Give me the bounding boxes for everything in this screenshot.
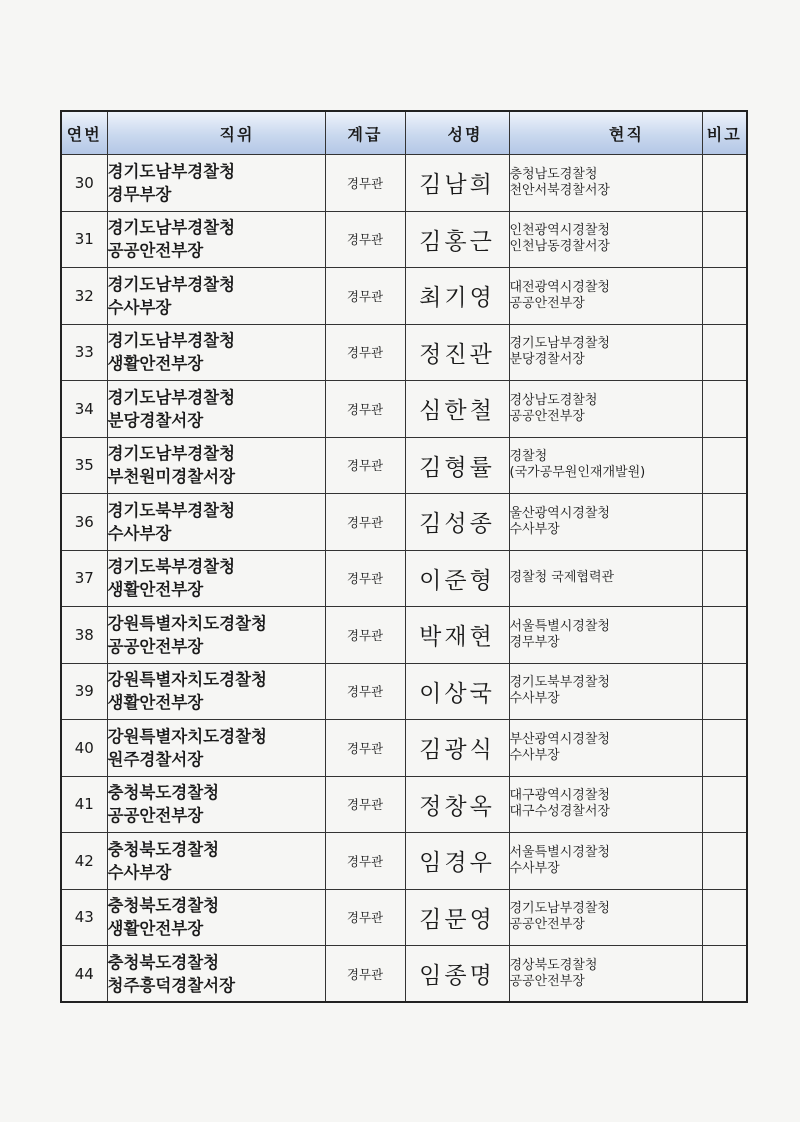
cell-position-line2: 부천원미경찰서장 bbox=[107, 467, 236, 487]
cell-position-line2: 생활안전부장 bbox=[107, 693, 204, 713]
cell-rank: 경무관 bbox=[325, 946, 405, 1003]
cell-position-line1: 충청북도경찰청 bbox=[107, 839, 220, 859]
cell-current-line2: 수사부장 bbox=[509, 860, 560, 876]
cell-position-line2: 분당경찰서장 bbox=[107, 410, 204, 430]
cell-name: 최기영 bbox=[405, 268, 509, 325]
cell-no: 39 bbox=[61, 663, 107, 720]
cell-name: 정진관 bbox=[405, 324, 509, 381]
cell-position-line1: 강원특별자치도경찰청 bbox=[107, 726, 267, 746]
cell-position-line2: 수사부장 bbox=[107, 297, 172, 317]
cell-note bbox=[702, 324, 747, 381]
cell-position-line1: 충청북도경찰청 bbox=[107, 783, 220, 803]
cell-current bbox=[509, 155, 702, 212]
header-rank: 계급 bbox=[325, 111, 405, 155]
cell-current bbox=[509, 663, 702, 720]
cell-current-line2: 천안서북경찰서장 bbox=[509, 182, 610, 198]
cell-name: 심한철 bbox=[405, 381, 509, 438]
cell-no: 37 bbox=[61, 550, 107, 607]
cell-current-line1: 경찰청 국제협력관 bbox=[509, 570, 615, 586]
header-name: 성명 bbox=[405, 111, 509, 155]
cell-note bbox=[702, 833, 747, 890]
cell-position-line1: 경기도남부경찰청 bbox=[107, 161, 236, 181]
cell-current-line2: 수사부장 bbox=[509, 691, 560, 707]
cell-position bbox=[107, 494, 325, 551]
cell-name: 이상국 bbox=[405, 663, 509, 720]
cell-rank: 경무관 bbox=[325, 607, 405, 664]
cell-rank: 경무관 bbox=[325, 324, 405, 381]
cell-position-line2: 수사부장 bbox=[107, 862, 172, 882]
cell-current-line2: 수사부장 bbox=[509, 747, 560, 763]
cell-note bbox=[702, 494, 747, 551]
cell-name: 정창옥 bbox=[405, 776, 509, 833]
cell-position-line2: 생활안전부장 bbox=[107, 919, 204, 939]
cell-note bbox=[702, 550, 747, 607]
cell-current bbox=[509, 776, 702, 833]
cell-position-line2: 경무부장 bbox=[107, 184, 172, 204]
cell-current bbox=[509, 381, 702, 438]
cell-note bbox=[702, 437, 747, 494]
cell-no: 34 bbox=[61, 381, 107, 438]
cell-no: 40 bbox=[61, 720, 107, 777]
cell-rank: 경무관 bbox=[325, 720, 405, 777]
cell-current bbox=[509, 720, 702, 777]
cell-rank: 경무관 bbox=[325, 776, 405, 833]
cell-position-line2: 청주흥덕경찰서장 bbox=[107, 975, 236, 995]
cell-position-line1: 충청북도경찰청 bbox=[107, 896, 220, 916]
cell-current-line2: 공공안전부장 bbox=[509, 917, 585, 933]
cell-name: 임경우 bbox=[405, 833, 509, 890]
cell-current-line2: 공공안전부장 bbox=[509, 295, 585, 311]
cell-name: 김형률 bbox=[405, 437, 509, 494]
table-row bbox=[61, 889, 747, 946]
cell-position-line2: 생활안전부장 bbox=[107, 354, 204, 374]
table-row bbox=[61, 720, 747, 777]
cell-name: 이준형 bbox=[405, 550, 509, 607]
cell-current-line1: 경기도남부경찰청 bbox=[509, 901, 610, 917]
cell-no: 43 bbox=[61, 889, 107, 946]
cell-note bbox=[702, 946, 747, 1003]
cell-no: 36 bbox=[61, 494, 107, 551]
cell-current bbox=[509, 268, 702, 325]
cell-current-line1: 경기도남부경찰청 bbox=[509, 336, 610, 352]
table-row bbox=[61, 607, 747, 664]
cell-position-line2: 공공안전부장 bbox=[107, 241, 204, 261]
table-row bbox=[61, 324, 747, 381]
cell-rank: 경무관 bbox=[325, 381, 405, 438]
cell-position-line2: 원주경찰서장 bbox=[107, 749, 204, 769]
cell-current bbox=[509, 833, 702, 890]
cell-position bbox=[107, 437, 325, 494]
cell-position-line2: 공공안전부장 bbox=[107, 806, 204, 826]
cell-rank: 경무관 bbox=[325, 155, 405, 212]
cell-current-line2: 인천남동경찰서장 bbox=[509, 239, 610, 255]
cell-position-line1: 경기도북부경찰청 bbox=[107, 500, 236, 520]
cell-current-line1: 대전광역시경찰청 bbox=[509, 279, 610, 295]
cell-position bbox=[107, 324, 325, 381]
table-row bbox=[61, 437, 747, 494]
header-note: 비고 bbox=[702, 111, 747, 155]
cell-current-line1: 서울특별시경찰청 bbox=[509, 618, 610, 634]
cell-rank: 경무관 bbox=[325, 268, 405, 325]
cell-position bbox=[107, 720, 325, 777]
cell-current bbox=[509, 889, 702, 946]
table-header-row bbox=[61, 111, 747, 155]
cell-no: 42 bbox=[61, 833, 107, 890]
cell-position-line1: 경기도남부경찰청 bbox=[107, 274, 236, 294]
cell-rank: 경무관 bbox=[325, 211, 405, 268]
cell-rank: 경무관 bbox=[325, 833, 405, 890]
header-current: 현직 bbox=[509, 111, 702, 155]
cell-current-line2: (국가공무원인재개발원) bbox=[509, 465, 646, 481]
table-row bbox=[61, 833, 747, 890]
cell-position bbox=[107, 607, 325, 664]
cell-note bbox=[702, 211, 747, 268]
cell-current-line2: 대구수성경찰서장 bbox=[509, 804, 610, 820]
cell-name: 임종명 bbox=[405, 946, 509, 1003]
cell-rank: 경무관 bbox=[325, 550, 405, 607]
cell-no: 35 bbox=[61, 437, 107, 494]
cell-note bbox=[702, 889, 747, 946]
cell-current-line1: 대구광역시경찰청 bbox=[509, 788, 610, 804]
header-position: 직위 bbox=[107, 111, 325, 155]
table-row bbox=[61, 550, 747, 607]
table-row bbox=[61, 494, 747, 551]
cell-current-line2: 공공안전부장 bbox=[509, 408, 585, 424]
table-body bbox=[61, 155, 747, 1003]
cell-position-line1: 강원특별자치도경찰청 bbox=[107, 670, 267, 690]
cell-current-line2: 경무부장 bbox=[509, 634, 560, 650]
table-row bbox=[61, 155, 747, 212]
cell-position-line1: 강원특별자치도경찰청 bbox=[107, 613, 267, 633]
cell-position-line2: 생활안전부장 bbox=[107, 580, 204, 600]
table-row bbox=[61, 381, 747, 438]
cell-rank: 경무관 bbox=[325, 494, 405, 551]
cell-position-line1: 경기도북부경찰청 bbox=[107, 557, 236, 577]
cell-current bbox=[509, 607, 702, 664]
cell-current bbox=[509, 494, 702, 551]
cell-name: 김성종 bbox=[405, 494, 509, 551]
cell-current-line2: 분당경찰서장 bbox=[509, 352, 585, 368]
cell-rank: 경무관 bbox=[325, 889, 405, 946]
cell-rank: 경무관 bbox=[325, 437, 405, 494]
cell-no: 33 bbox=[61, 324, 107, 381]
cell-position bbox=[107, 776, 325, 833]
cell-current-line1: 부산광역시경찰청 bbox=[509, 731, 610, 747]
cell-name: 박재현 bbox=[405, 607, 509, 664]
cell-name: 김광식 bbox=[405, 720, 509, 777]
cell-no: 30 bbox=[61, 155, 107, 212]
cell-position-line1: 경기도남부경찰청 bbox=[107, 218, 236, 238]
cell-position bbox=[107, 211, 325, 268]
cell-current-line2: 공공안전부장 bbox=[509, 973, 585, 989]
cell-current-line1: 충청남도경찰청 bbox=[509, 166, 598, 182]
cell-name: 김홍근 bbox=[405, 211, 509, 268]
cell-position bbox=[107, 268, 325, 325]
cell-position bbox=[107, 946, 325, 1003]
table-row bbox=[61, 211, 747, 268]
cell-rank: 경무관 bbox=[325, 663, 405, 720]
cell-position bbox=[107, 550, 325, 607]
cell-no: 41 bbox=[61, 776, 107, 833]
cell-current-line1: 서울특별시경찰청 bbox=[509, 844, 610, 860]
cell-note bbox=[702, 381, 747, 438]
cell-note bbox=[702, 663, 747, 720]
cell-current-line2: 수사부장 bbox=[509, 521, 560, 537]
cell-position-line1: 충청북도경찰청 bbox=[107, 952, 220, 972]
cell-no: 31 bbox=[61, 211, 107, 268]
cell-current-line1: 인천광역시경찰청 bbox=[509, 223, 610, 239]
table-row bbox=[61, 776, 747, 833]
cell-current bbox=[509, 946, 702, 1003]
cell-current bbox=[509, 550, 702, 607]
cell-name: 김문영 bbox=[405, 889, 509, 946]
personnel-table bbox=[60, 110, 748, 1003]
cell-note bbox=[702, 776, 747, 833]
cell-no: 32 bbox=[61, 268, 107, 325]
cell-current-line1: 경상남도경찰청 bbox=[509, 392, 598, 408]
cell-position-line2: 공공안전부장 bbox=[107, 636, 204, 656]
cell-current-line1: 경상북도경찰청 bbox=[509, 957, 598, 973]
cell-position bbox=[107, 833, 325, 890]
cell-current-line1: 울산광역시경찰청 bbox=[509, 505, 610, 521]
cell-current-line1: 경찰청 bbox=[509, 449, 548, 465]
cell-current-line1: 경기도북부경찰청 bbox=[509, 675, 610, 691]
cell-note bbox=[702, 155, 747, 212]
cell-note bbox=[702, 268, 747, 325]
cell-position bbox=[107, 663, 325, 720]
table-row bbox=[61, 946, 747, 1003]
cell-current bbox=[509, 324, 702, 381]
cell-current bbox=[509, 437, 702, 494]
cell-position bbox=[107, 889, 325, 946]
cell-no: 38 bbox=[61, 607, 107, 664]
cell-position-line1: 경기도남부경찰청 bbox=[107, 331, 236, 351]
cell-name: 김남희 bbox=[405, 155, 509, 212]
table-row bbox=[61, 268, 747, 325]
cell-position bbox=[107, 381, 325, 438]
table-row bbox=[61, 663, 747, 720]
cell-current bbox=[509, 211, 702, 268]
cell-position bbox=[107, 155, 325, 212]
cell-note bbox=[702, 607, 747, 664]
header-no: 연번 bbox=[61, 111, 107, 155]
cell-position-line1: 경기도남부경찰청 bbox=[107, 387, 236, 407]
cell-note bbox=[702, 720, 747, 777]
cell-position-line1: 경기도남부경찰청 bbox=[107, 444, 236, 464]
cell-no: 44 bbox=[61, 946, 107, 1003]
cell-position-line2: 수사부장 bbox=[107, 523, 172, 543]
